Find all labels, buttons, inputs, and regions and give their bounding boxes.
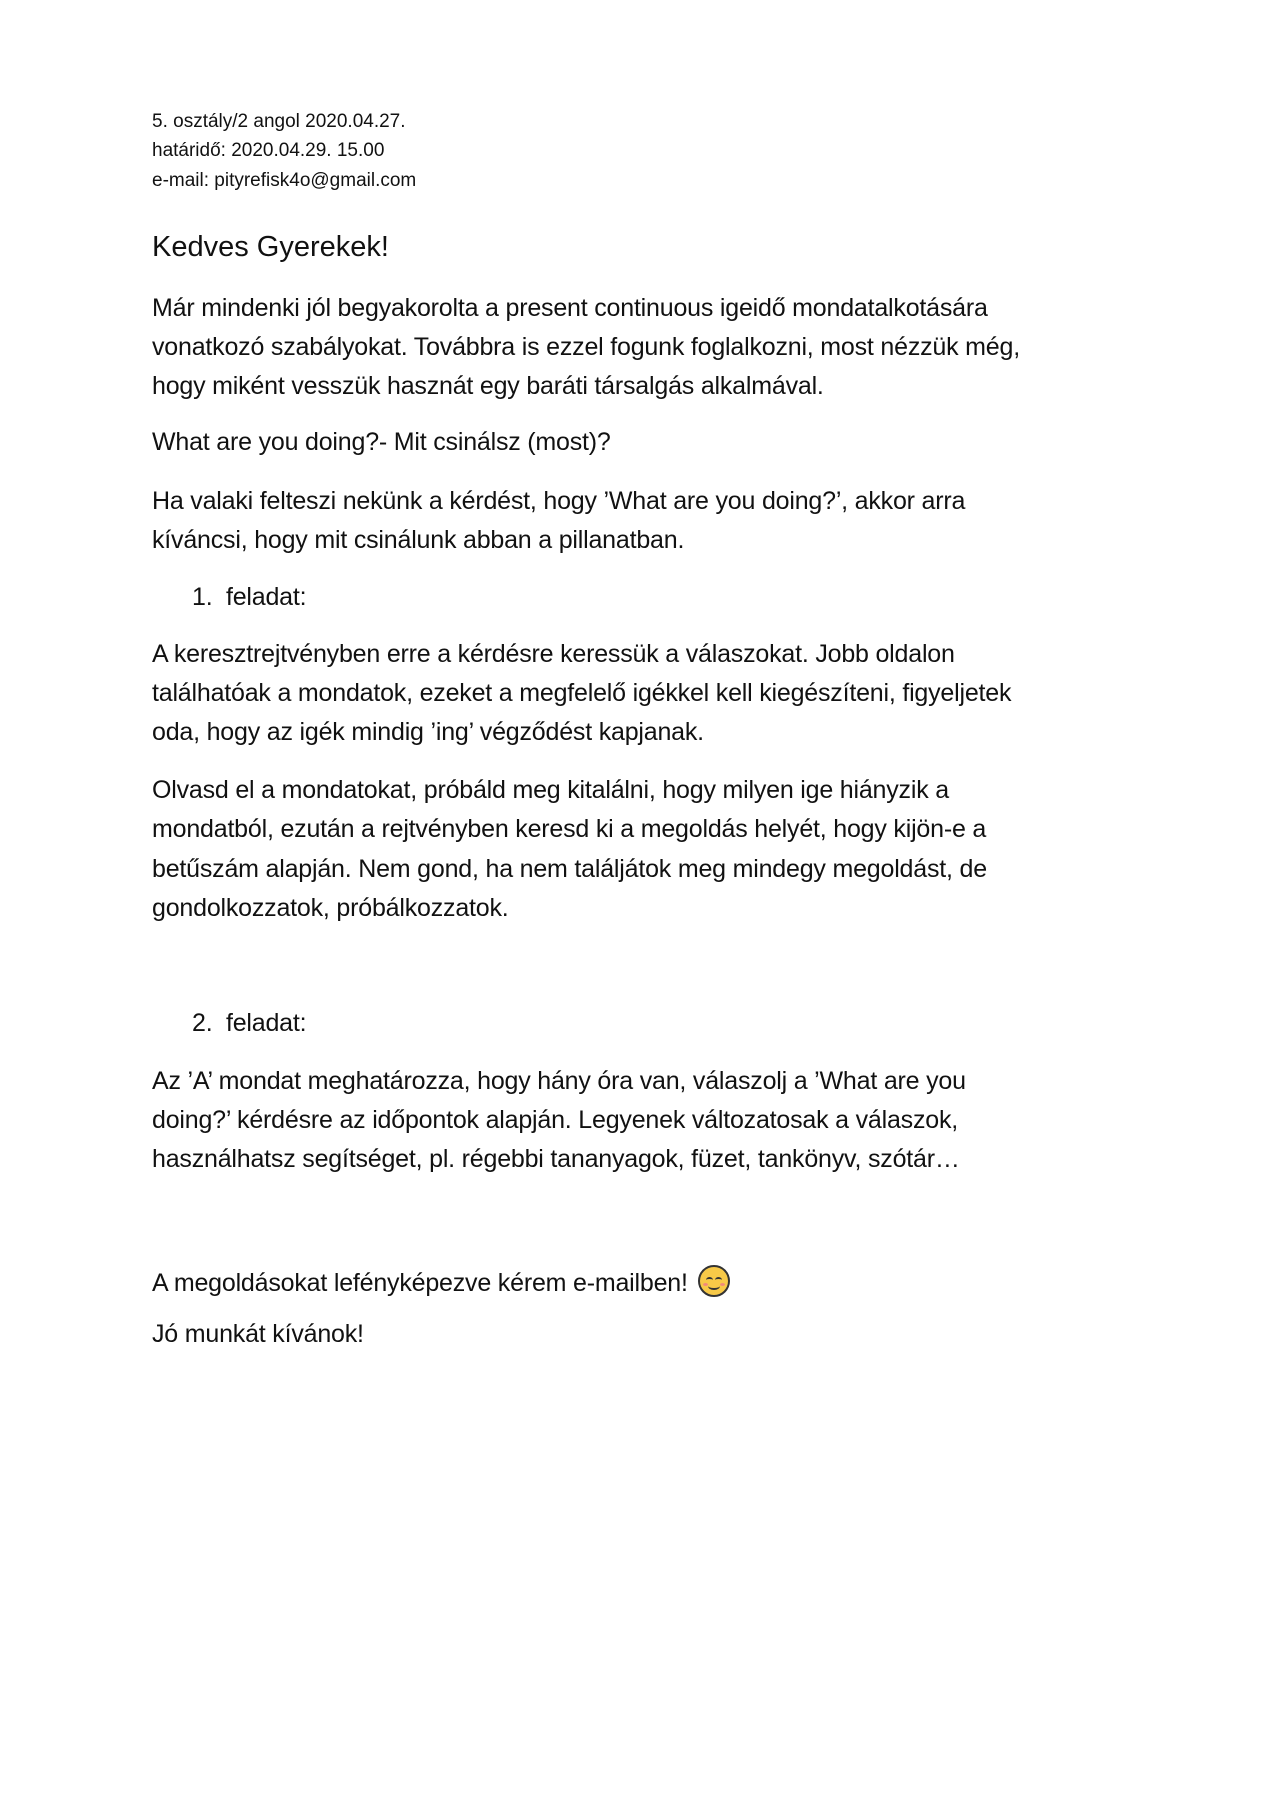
task1-heading: [192, 585, 306, 610]
class-date-line: 5. osztály/2 angol 2020.04.27.: [152, 111, 406, 132]
task1-para1-line: A keresztrejtvényben erre a kérdésre keressük a válaszokat. Jobb oldalon: [152, 640, 955, 668]
deadline-line: határidő: 2020.04.29. 15.00: [152, 140, 385, 161]
task2-number: 2.: [192, 1009, 213, 1037]
task1-para2-line: Olvasd el a mondatokat, próbáld meg kitalálni, hogy milyen ige hiányzik a: [152, 776, 949, 804]
intro-line: vonatkozó szabályokat. Továbbra is ezzel fogunk foglalkozni, most nézzük még,: [152, 333, 1020, 361]
explanation-line: Ha valaki felteszi nekünk a kérdést, hogy ’What are you doing?’, akkor arra: [152, 487, 966, 515]
task1-para2-line: gondolkozzatok, próbálkozzatok.: [152, 894, 509, 922]
smiling-face-icon: [698, 1265, 730, 1297]
question-line: What are you doing?- Mit csinálsz (most)?: [152, 428, 611, 456]
explanation-line: kíváncsi, hogy mit csinálunk abban a pillanatban.: [152, 526, 685, 554]
task2-label: feladat:: [225, 1009, 307, 1037]
intro-line: Már mindenki jól begyakorolta a present continuous igeidő mondatalkotására: [152, 294, 988, 322]
task1-para1-line: oda, hogy az igék mindig ’ing’ végződést kapjanak.: [152, 718, 704, 746]
closing-wish: Jó munkát kívánok!: [152, 1320, 364, 1348]
greeting-heading: Kedves Gyerekek!: [152, 231, 389, 263]
email-line: e-mail: pityrefisk4o@gmail.com: [152, 170, 417, 191]
intro-line: hogy miként vesszük hasznát egy baráti társalgás alkalmával.: [152, 372, 824, 400]
task1-para2-line: betűszám alapján. Nem gond, ha nem találjátok meg mindegy megoldást, de: [152, 855, 987, 883]
task2-para-line: doing?’ kérdésre az időpontok alapján. Legyenek változatosak a válaszok,: [152, 1106, 959, 1134]
task1-para1-line: találhatóak a mondatok, ezeket a megfelelő igékkel kell kiegészíteni, figyeljetek: [152, 679, 1012, 707]
task2-para-line: használhatsz segítséget, pl. régebbi tananyagok, füzet, tankönyv, szótár…: [152, 1145, 960, 1173]
task1-label: feladat:: [225, 583, 307, 611]
closing-request-text: A megoldásokat lefényképezve kérem e-mailben!: [152, 1269, 688, 1297]
task1-number: 1.: [192, 583, 213, 611]
task2-para-line: Az ’A’ mondat meghatározza, hogy hány óra van, válaszolj a ’What are you: [152, 1067, 966, 1095]
closing-request: [152, 1265, 730, 1297]
task1-para2-line: mondatból, ezután a rejtvényben keresd ki a megoldás helyét, hogy kijön-e a: [152, 815, 987, 843]
task2-heading: [192, 1011, 306, 1036]
